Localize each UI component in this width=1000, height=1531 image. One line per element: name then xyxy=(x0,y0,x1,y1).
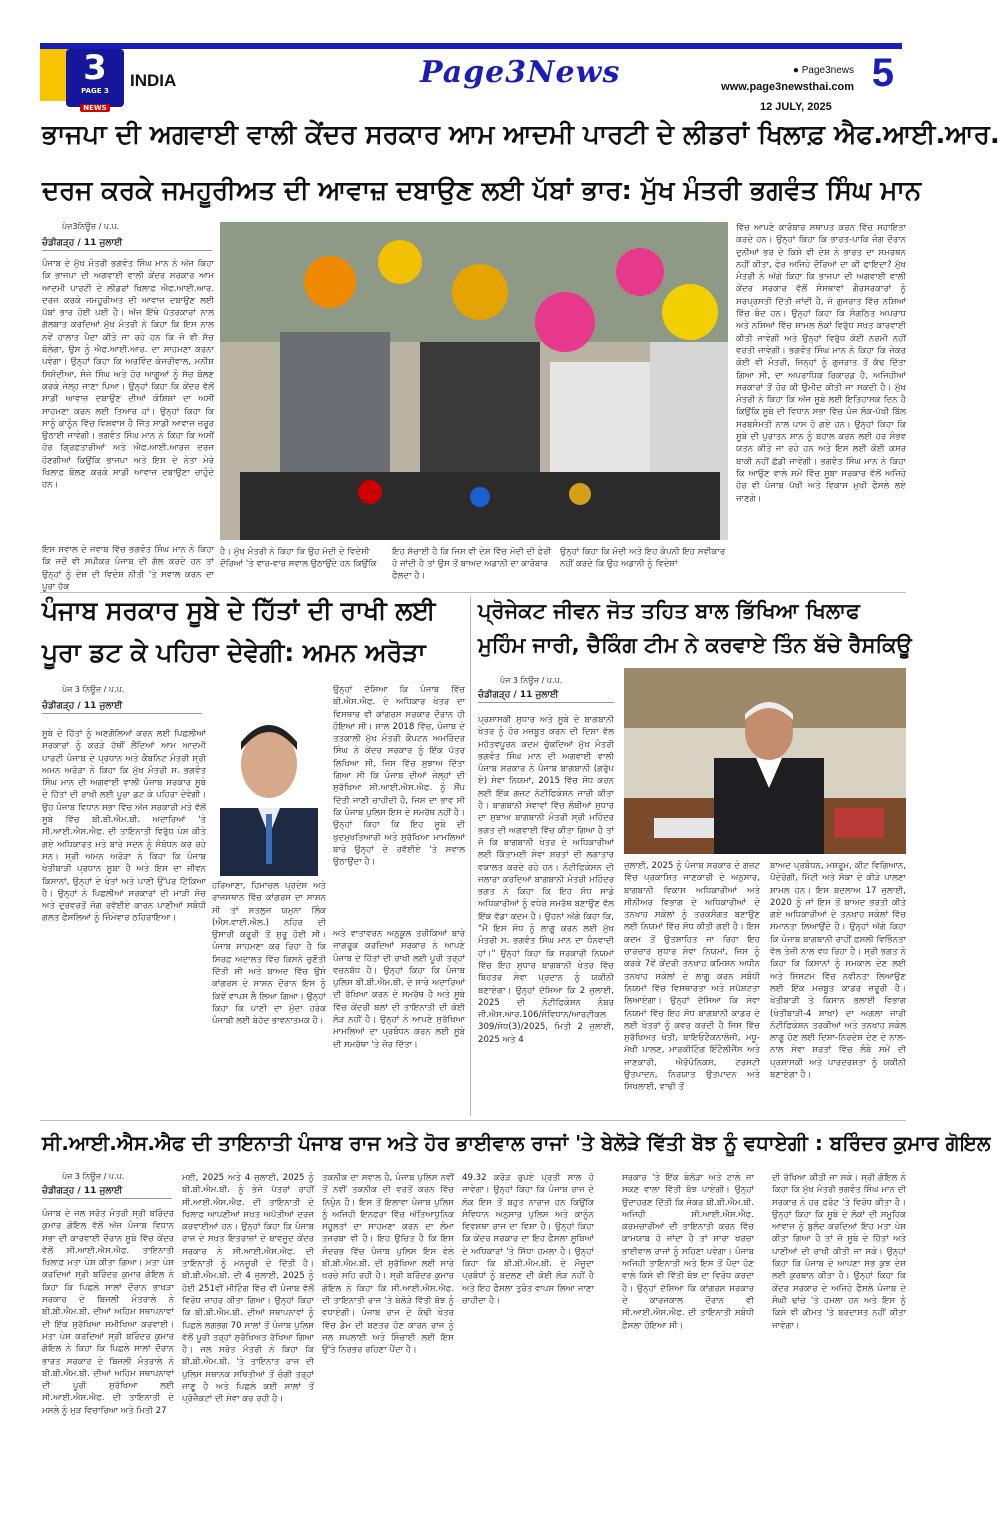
story3-col2: ਜੁਲਾਈ, 2025 ਨੂੰ ਪੰਜਾਬ ਸਰਕਾਰ ਦੇ ਗਜ਼ਟ ਵਿੱਚ ਪ੍ਰਕਾਸ਼ਿਤ ਜਾਣਕਾਰੀ ਦੇ ਅਨੁਸਾਰ, ਬਾਗਬਾਨੀ ਵਿਕਾਸ ਅਧਿਕਾਰੀਆਂ ਅਤੇ ਸੀਨੀਅਰ ਵਿਭਾਗ ਦੇ ਅਧਿਕਾਰੀਆਂ ਦੇ ਤਨਖਾਹ ਸਕੇਲਾਂ ਨੂੰ ਤਰਕਸੰਗਤ ਬਣਾਉਣ ਲਈ ਨਿਯਮਾਂ ਵਿੱਚ ਸੋਧ ਕੀਤੀ ਗਈ ਹੈ। ਇਸ ਕਦਮ ਤੋਂ ਉਤਸ਼ਾਹਿਤ ਜਾ ਰਿਹਾ ਇਹ ਚਾਰਚਾਰ ਸੁਧਾਰ ਸੇਵਾ ਨਿਯਮਾਂ, ਜਿਸ ਨੂੰ ਕਰਕੇ 7ਵੇਂ ਕੇਂਦਰੀ ਤਨਖਾਹ ਕਮਿਸ਼ਨ ਅਧੀਨ ਤਨਖਾਹ ਸਕੇਲਾਂ ਦੇ ਲਾਗੂ ਕਰਨ ਸਬੰਧੀ ਨਿਯਮਾਂ ਵਿੱਚ ਵਿਸਥਾਰਤਾ ਅਤੇ ਸਪੱਸ਼ਟਤਾ ਲਿਆਏਗਾ। ਉਨ੍ਹਾਂ ਦੱਸਿਆ ਕਿ ਸੇਵਾ ਨਿਯਮਾਂ ਵਿੱਚ ਇਹ ਸੋਧ ਬਾਗਬਾਨੀ ਕਾਡਰ ਦੇ ਲਈ ਖੇਤਰਾਂ ਨੂੰ ਕਵਰ ਕਰਦੀ ਹੈ ਜਿਸ ਵਿੱਚ ਸੁਰੱਖਿਅਤ ਖੇਤੀ, ਬਾਇਓਟੈਕਨਾਲੋਜੀ, ਮਧੂ-ਮੱਖੀ ਪਾਲਣ, ਮਾਰਕੀਟਿੰਗ ਇੰਟੈਲੀਜੈਂਸ ਅਤੇ ਜਾਣਕਾਰੀ, ਐਰੋਪੋਨਿਕਸ, ਟਰਸਟੀ ਉਤਪਾਦਨ, ਨਿਰਯਾਤ ਉਤਪਾਦਨ ਅਤੇ ਸਿਖਲਾਈ, ਵਾਢੀ ਤੋਂ xyxy=(624,861,760,1093)
divider-vertical xyxy=(470,596,471,1116)
edition-label: INDIA xyxy=(130,71,177,90)
story1-dateline: ਚੰਡੀਗੜ੍ਹ / 11 ਜੁਲਾਈ xyxy=(42,238,212,251)
social-handle[interactable] xyxy=(793,65,854,76)
story3-col1: ਪ੍ਰਸ਼ਾਸਕੀ ਸੁਧਾਰ ਅਤੇ ਸੂਬੇ ਦੇ ਬਾਗਬਾਨੀ ਖੇਤਰ ਨੂੰ ਹੋਰ ਮਜ਼ਬੂਤ ਕਰਨ ਦੀ ਦਿਸ਼ਾ ਵੱਲ ਮਹੱਤਵਪੂਰਨ ਕਦਮ ਚੁੱਕਦਿਆਂ ਮੁੱਖ ਮੰਤਰੀ ਭਗਵੰਤ ਸਿੰਘ ਮਾਨ ਦੀ ਅਗਵਾਈ ਵਾਲੀ ਪੰਜਾਬ ਸਰਕਾਰ ਨੇ ਪੰਜਾਬ ਬਾਗਬਾਨੀ (ਗਰੁੱਪ ਏ) ਸੇਵਾ ਨਿਯਮਾਂ, 2015 ਵਿੱਚ ਸੋਧ ਕਰਨ ਲਈ ਇੱਕ ਗਜ਼ਟ ਨੋਟੀਫਿਕੇਸ਼ਨ ਜਾਰੀ ਕੀਤਾ ਹੈ। ਬਾਗਬਾਨੀ ਸੇਵਾਵਾਂ ਵਿੱਚ ਲੰਬੀਆਂ ਸੁਧਾਰ ਦਾ ਸੁਝਾਅ ਬਾਗਬਾਨੀ ਮੰਤਰੀ ਸ੍ਰੀ ਮਹਿੰਦਰ ਭਗਤ ਦੀ ਅਗਵਾਈ ਵਿੱਚ ਕੀਤਾ ਗਿਆ ਹੈ ਤਾਂ ਜੋ ਕਿ ਬਾਗਬਾਨੀ ਖੇਤਰ ਦੇ ਅਧਿਕਾਰੀਆਂ ਲਈ ਕਿੱਤਾਮਈ ਸੇਵਾ ਸ਼ਰਤਾਂ ਦੀ ਲਗਾਤਾਰ ਵਕਾਲਤ ਕਰਦੇ ਰਹੇ ਹਨ। ਨੋਟੀਫਿਕੇਸ਼ਨ ਦੀ ਜਲਾਰਾ ਕਰਦਿਆਂ ਬਾਗਬਾਨੀ ਮੰਤਰੀ ਮਹਿੰਦਰ ਭਗਤ ਨੇ ਕਿਹਾ ਕਿ ਇਹ ਸੋਧ ਸਾਡੇ ਅਧਿਕਾਰੀਆਂ ਨੂੰ ਵਧੇਰੇ ਸਮਰੱਥ ਬਣਾਉਣ ਵੱਲ ਇੱਕ ਵੱਡਾ ਕਦਮ ਹੈ। ਉਹਨਾਂ ਅੱਗੇ ਕਿਹਾ ਕਿ, "ਮੈਂ ਇਸ ਸੋਧ ਨੂੰ ਲਾਗੂ ਕਰਨ ਲਈ ਮੁੱਖ ਮੰਤਰੀ ਸ. ਭਗਵੰਤ ਸਿੰਘ ਮਾਨ ਦਾ ਧੰਨਵਾਦੀ ਹਾਂ।" ਉਨ੍ਹਾਂ ਕਿਹਾ ਕਿ ਸਰਕਾਰੀ ਨਿਯਮਾਂ ਵਿੱਚ ਇਹ ਸੁਧਾਰ ਬਾਗਬਾਨੀ ਖੇਤਰ ਵਿੱਚ ਬਿਹਤਰ ਸੇਵਾ ਪ੍ਰਦਾਨ ਨੂੰ ਯਕੀਨੀ ਬਣਾਏਗਾ। ਉਨ੍ਹਾਂ ਦੱਸਿਆ ਕਿ 2 ਜੁਲਾਈ, 2025 ਦੀ ਨੋਟੀਫਿਕੇਸ਼ਨ ਨੰਬਰ ਜੀ.ਐਸ.ਆਰ.106/ਸੰਵਿਧਾਨ/ਆਰਟੀਕਲ 309/ਸੋਧ(3)/2025, ਮਿਤੀ 2 ਜੁਲਾਈ, 2025 ਅਤੇ 4 xyxy=(478,715,614,1045)
brand-title[interactable]: Page3News xyxy=(420,55,621,90)
story1-headline-line1: ਭਾਜਪਾ ਦੀ ਅਗਵਾਈ ਵਾਲੀ ਕੇਂਦਰ ਸਰਕਾਰ ਆਮ ਆਦਮੀ ਪਾਰਟੀ ਦੇ ਲੀਡਰਾਂ ਖਿਲਾਫ਼ ਐਫ.ਆਈ.ਆਰ. xyxy=(42,120,1000,150)
story2-photo xyxy=(212,686,326,876)
website-link[interactable]: www.page3newsthai.com xyxy=(721,81,854,93)
divider xyxy=(40,1120,906,1121)
story4-dateline: ਚੰਡੀਗੜ੍ਹ / 11 ਜੁਲਾਈ xyxy=(42,1186,172,1199)
story4-col3: ਤਕਨੀਕ ਦਾ ਸਵਾਲ ਹੈ, ਪੰਜਾਬ ਪੁਲਿਸ ਨਵੀਂ ਤੋਂ ਨਵੀਂ ਤਕਨੀਕ ਦੀ ਵਰਤੋਂ ਕਰਨ ਵਿੱਚ ਨਿਪੁੰਨ ਹੈ। ਇਸ ਤੋਂ ਇਲਾਵਾ ਪੰਜਾਬ ਪੁਲਿਸ ਨੂੰ ਅਜਿਹੀ ਇਨਫਰਾ ਵਿੱਚ ਅੱਤਿਆਧੁਨਿਕ ਸਹੂਲਤਾਂ ਦਾ ਸਾਹਮਣਾ ਕਰਨ ਦਾ ਲੰਮਾ ਤਜਰਬਾ ਵੀ ਹੈ। ਇਹ ਉਚਿਤ ਹੈ ਕਿ ਇਸ ਸੰਦਰਭ ਵਿੱਚ ਪੰਜਾਬ ਪੁਲਿਸ ਇਸ ਵੇਲੇ ਬੀ.ਬੀ.ਐਮ.ਬੀ. ਦੀ ਸੁਰੱਖਿਆ ਲਈ ਸਾਰੇ ਖਰਚੇ ਸਹਿ ਰਹੀ ਹੈ। ਸ੍ਰੀ ਬਰਿੰਦਰ ਕੁਮਾਰ ਗੋਇਲ ਨੇ ਕਿਹਾ ਕਿ ਸੀ.ਆਈ.ਐਸ.ਐਫ. ਦੀ ਤਾਇਨਾਤੀ ਰਾਜ 'ਤੇ ਬੇਲੋੜੇ ਵਿੱਤੀ ਬੋਝ ਨੂੰ ਵਧਾਏਗੀ। ਪੰਜਾਬ ਰਾਜ ਦੇ ਕੰਢੀ ਖੇਤਰ ਵਿੱਚ ਡੈਮ ਦੀ ਬਣਤਰ ਹੋਣ ਕਾਰਨ ਰਾਜ ਨੂੰ ਜਲ ਸਪਲਾਈ ਅਤੇ ਸਿੰਚਾਈ ਲਈ ਇਸ ਉੱਤੇ ਨਿਰਭਰ ਰਹਿਣਾ ਪੈਂਦਾ ਹੈ। xyxy=(322,1173,454,1356)
story1-headline-line2: ਦਰਜ ਕਰਕੇ ਜਮਹੂਰੀਅਤ ਦੀ ਆਵਾਜ਼ ਦਬਾਉਣ ਲਈ ਪੱਬਾਂ ਭਾਰ: ਮੁੱਖ ਮੰਤਰੀ ਭਗਵੰਤ ਸਿੰਘ ਮਾਨ xyxy=(42,176,922,206)
story1-photo xyxy=(220,222,728,540)
story4-col1: ਪੰਜਾਬ ਦੇ ਜਲ ਸਰੋਤ ਮੰਤਰੀ ਸ੍ਰੀ ਬਰਿੰਦਰ ਕੁਮਾਰ ਗੋਇਲ ਵੱਲੋਂ ਅੱਜ ਪੰਜਾਬ ਵਿਧਾਨ ਸਭਾ ਦੀ ਕਾਰਵਾਈ ਦੌਰਾਨ ਸੂਬੇ ਵਿੱਚ ਕੇਂਦਰ ਵੱਲੋਂ ਸੀ.ਆਈ.ਐਸ.ਐਫ. ਤਾਇਨਾਤੀ ਖ਼ਿਲਾਫ਼ ਮਤਾ ਪੇਸ਼ ਕੀਤਾ ਗਿਆ। ਮਤਾ ਪੇਸ਼ ਕਰਦਿਆਂ ਸ੍ਰੀ ਬਰਿੰਦਰ ਕੁਮਾਰ ਗੋਇਲ ਨੇ ਕਿਹਾ ਕਿ ਪਿਛਲੇ ਸਾਲਾਂ ਦੌਰਾਨ ਭਾਖੜਾ ਸਰਕਾਰ ਦੇ ਬਿਜਲੀ ਮੰਤਰਾਲੇ ਨੇ ਬੀ.ਬੀ.ਐਮ.ਬੀ. ਦੀਆਂ ਅਹਿਮ ਸਥਾਪਨਾਵਾਂ ਦੀ ਇੱਕ ਸੁਰੱਖਿਆ ਸਮੀਖਿਆ ਕਰਵਾਈ। ਮਤਾ ਪੇਸ਼ ਕਰਦਿਆਂ ਸ੍ਰੀ ਬਰਿੰਦਰ ਕੁਮਾਰ ਗੋਇਲ ਨੇ ਕਿਹਾ ਕਿ ਪਿਛਲੇ ਸਾਲਾਂ ਦੌਰਾਨ ਭਾਰਤ ਸਰਕਾਰ ਦੇ ਬਿਜਲੀ ਮੰਤਰਾਲੇ ਨੇ ਬੀ.ਬੀ.ਐਮ.ਬੀ. ਦੀਆਂ ਅਹਿਮ ਸਥਾਪਨਾਵਾਂ ਦੀ ਪੂਰੀ ਸੁਰੱਖਿਆ ਲਈ ਸੀ.ਆਈ.ਐਸ.ਐਫ. ਦੀ ਤਾਇਨਾਤੀ ਦੇ ਮਸਲੇ ਨੂੰ ਮੁੜ ਵਿਚਾਰਿਆ ਅਤੇ ਮਿਤੀ 27 xyxy=(42,1209,174,1416)
story2-col1: ਸੂਬੇ ਦੇ ਹਿੱਤਾਂ ਨੂੰ ਅਣਗੌਲਿਆਂ ਕਰਨ ਲਈ ਪਿਛਲੀਆਂ ਸਰਕਾਰਾਂ ਨੂੰ ਕਰੜੇ ਹੱਥੀਂ ਲੈਂਦਿਆਂ ਆਮ ਆਦਮੀ ਪਾਰਟੀ ਪੰਜਾਬ ਦੇ ਪ੍ਰਧਾਨ ਅਤੇ ਕੈਬਨਿਟ ਮੰਤਰੀ ਸ੍ਰੀ ਅਮਨ ਅਰੋੜਾ ਨੇ ਕਿਹਾ ਕਿ ਮੁੱਖ ਮੰਤਰੀ ਸ. ਭਗਵੰਤ ਸਿੰਘ ਮਾਨ ਦੀ ਅਗਵਾਈ ਵਾਲੀ ਪੰਜਾਬ ਸਰਕਾਰ ਸੂਬੇ ਦੇ ਹਿੱਤਾਂ ਦੀ ਰਾਖੀ ਲਈ ਪੂਰਾ ਡਟ ਕੇ ਪਹਿਰਾ ਦੇਵੇਗੀ। ਉਹ ਪੰਜਾਬ ਵਿਧਾਨ ਸਭਾ ਵਿੱਚ ਅੱਜ ਸਰਕਾਰੀ ਮਤੇ ਵੱਲੋਂ ਸੂਬੇ ਵਿੱਚ ਬੀ.ਬੀ.ਐਮ.ਬੀ. ਅਦਾਰਿਆਂ 'ਤੇ ਸੀ.ਆਈ.ਐਸ.ਐਫ. ਦੀ ਤਾਇਨਾਤੀ ਵਿਰੁੱਧ ਪੇਸ਼ ਕੀਤੇ ਗਏ ਅਧਿਕਾਰਤ ਮਤੇ ਬਾਰੇ ਸਦਨ ਨੂੰ ਸੰਬੋਧਨ ਕਰ ਰਹੇ ਸਨ। ਸ੍ਰੀ ਅਮਨ ਅਰੋੜਾ ਨੇ ਕਿਹਾ ਕਿ ਪੰਜਾਬ ਖੇਤੀਬਾੜੀ ਪ੍ਰਧਾਨ ਸੂਬਾ ਹੈ ਅਤੇ ਇਸ ਦਾ ਜੀਵਨ ਕਿਸਾਨਾਂ, ਉਨ੍ਹਾਂ ਦੇ ਖੇਤਾਂ ਅਤੇ ਪਾਣੀ ਉੱਪਰ ਟਿੱਕਿਆ ਹੈ। ਉਨ੍ਹਾਂ ਨੇ ਪਿਛਲੀਆਂ ਸਰਕਾਰਾਂ ਦੀ ਮਾੜੀ ਸੋਚ ਅਤੇ ਦੁਰਵਰਤੋਂ ਜੋਗ ਰਵੱਈਏ ਕਾਰਨ ਪਾਣੀਆਂ ਸਬੰਧੀ ਗਲਤ ਫੈਸਲਿਆਂ ਨੂੰ ਜ਼ਿੰਮੇਵਾਰ ਠਹਿਰਾਇਆ। xyxy=(42,729,206,924)
story4-col6: ਦੀ ਰੱਖਿਆ ਕੀਤੀ ਜਾ ਸਕੇ। ਸ੍ਰੀ ਗੋਇਲ ਨੇ ਕਿਹਾ ਕਿ ਮੁੱਖ ਮੰਤਰੀ ਭਗਵੰਤ ਸਿੰਘ ਮਾਨ ਦੀ ਸਰਕਾਰ ਨੇ ਹਰ ਫ਼ਰੰਟ 'ਤੇ ਵਿਰੋਧ ਕੀਤਾ ਹੈ। ਉਨ੍ਹਾਂ ਕਿਹਾ ਕਿ ਸੂਬੇ ਦੇ ਲੋਕਾਂ ਦੀ ਸਮੂਹਿਕ ਆਵਾਜ਼ ਨੂੰ ਬੁਲੰਦ ਕਰਦਿਆਂ ਇਹ ਮਤਾ ਪੇਸ਼ ਕੀਤਾ ਗਿਆ ਹੈ ਤਾਂ ਜੋ ਸੂਬੇ ਦੇ ਹਿੱਤਾਂ ਅਤੇ ਪਾਣੀਆਂ ਦੀ ਰਾਖੀ ਕੀਤੀ ਜਾ ਸਕੇ। ਉਨ੍ਹਾਂ ਕਿਹਾ ਕਿ ਪੰਜਾਬ ਦੇ ਆਪਣਾ ਸਭ ਕੁਝ ਦੇਸ਼ ਲਈ ਕੁਰਬਾਨ ਕੀਤਾ ਹੈ। ਉਨ੍ਹਾਂ ਕਿਹਾ ਕਿ ਕੇਂਦਰ ਸਰਕਾਰ ਦੇ ਅਜਿਹੇ ਫੈਸਲੇ ਪੰਜਾਬ ਦੇ ਸੰਘੀ ਢਾਂਚੇ 'ਤੇ ਹਮਲਾ ਹਨ ਅਤੇ ਇਸ ਨੂੰ ਕਿਸੇ ਵੀ ਕੀਮਤ 'ਤੇ ਬਰਦਾਸ਼ਤ ਨਹੀਂ ਕੀਤਾ ਜਾਵੇਗਾ। xyxy=(772,1173,906,1331)
story4-col4: 49.32 ਕਰੋੜ ਰੁਪਏ ਪ੍ਰਤੀ ਸਾਲ ਹੋ ਜਾਵੇਗਾ। ਉਨ੍ਹਾਂ ਕਿਹਾ ਕਿ ਪੰਜਾਬ ਰਾਜ ਦੇ ਲੋਕ ਇਸ ਤੋਂ ਬਹੁਤ ਨਾਰਾਜ਼ ਹਨ ਕਿਉਂਕਿ ਸੰਵਿਧਾਨ ਅਨੁਸਾਰ ਪੁਲਿਸ ਅਤੇ ਕਾਨੂੰਨ ਵਿਵਸਥਾ ਰਾਜ ਦਾ ਵਿਸ਼ਾ ਹੈ। ਉਨ੍ਹਾਂ ਕਿਹਾ ਕਿ ਕੇਂਦਰ ਸਰਕਾਰ ਦਾ ਇਹ ਫੈਸਲਾ ਸੂਬਿਆਂ ਦੇ ਅਧਿਕਾਰਾਂ 'ਤੇ ਸਿੱਧਾ ਹਮਲਾ ਹੈ। ਉਨ੍ਹਾਂ ਕਿਹਾ ਕਿ ਬੀ.ਬੀ.ਐਮ.ਬੀ. ਦੇ ਮੌਜੂਦਾ ਪ੍ਰਬੰਧਾਂ ਨੂੰ ਬਦਲਣ ਦੀ ਕੋਈ ਲੋੜ ਨਹੀਂ ਹੈ ਅਤੇ ਇਹ ਫੈਸਲਾ ਤੁਰੰਤ ਵਾਪਸ ਲਿਆ ਜਾਣਾ ਚਾਹੀਦਾ ਹੈ। xyxy=(462,1173,594,1306)
social-icon: ● xyxy=(792,65,802,76)
story2-headline-line1: ਪੰਜਾਬ ਸਰਕਾਰ ਸੂਬੇ ਦੇ ਹਿੱਤਾਂ ਦੀ ਰਾਖੀ ਲਈ xyxy=(42,596,436,625)
story4-byline: ਪੇਜ 3 ਨਿਊਜ਼ / ਪ.ਪ. xyxy=(62,1172,125,1181)
story4-col5: ਸਰਕਾਰ 'ਤੇ ਇੱਕ ਬੇਲੋੜਾ ਅਤੇ ਟਾਲੇ ਜਾ ਸਕਣ ਵਾਲਾ ਵਿੱਤੀ ਬੋਝ ਪਾਏਗੀ। ਉਨ੍ਹਾਂ ਉਦਾਹਰਣ ਦਿੱਤੀ ਕਿ ਜੇਕਰ ਬੀ.ਬੀ.ਐਮ.ਬੀ. ਅਜਿਹੀ ਸੀ.ਆਈ.ਐਸ.ਐਫ. ਕਰਮਚਾਰੀਆਂ ਦੀ ਤਾਇਨਾਤੀ ਕਰਨ ਵਿੱਚ ਕਾਮਯਾਬ ਹੋ ਜਾਂਦਾ ਹੈ ਤਾਂ ਸਾਰਾ ਖਰਚਾ ਭਾਈਵਾਲ ਰਾਜਾਂ ਨੂੰ ਸਹਿਣਾ ਪਵੇਗਾ। ਪੰਜਾਬ ਅਜਿਹੀ ਤਾਇਨਾਤੀ ਅਤੇ ਇਸ ਤੋਂ ਪੈਦਾ ਹੋਣ ਵਾਲੇ ਕਿਸੇ ਵੀ ਵਿੱਤੀ ਬੋਝ ਦਾ ਵਿਰੋਧ ਕਰਦਾ ਹੈ। ਉਨ੍ਹਾਂ ਦੱਸਿਆ ਕਿ ਕਾਂਗਰਸ ਸਰਕਾਰ ਦੇ ਕਾਰਜਕਾਲ ਦੌਰਾਨ ਵੀ ਸੀ.ਆਈ.ਐਸ.ਐਫ. ਦੀ ਤਾਇਨਾਤੀ ਸਬੰਧੀ ਫ਼ੈਸਲਾ ਹੋਇਆ ਸੀ। xyxy=(622,1173,754,1331)
story1-col1: ਪੰਜਾਬ ਦੇ ਮੁੱਖ ਮੰਤਰੀ ਭਗਵੰਤ ਸਿੰਘ ਮਾਨ ਨੇ ਅੱਜ ਕਿਹਾ ਕਿ ਭਾਜਪਾ ਦੀ ਅਗਵਾਈ ਵਾਲੀ ਕੇਂਦਰ ਸਰਕਾਰ ਆਮ ਆਦਮੀ ਪਾਰਟੀ ਦੇ ਲੀਡਰਾਂ ਖਿਲਾਫ਼ ਐਫ.ਆਈ.ਆਰ. ਦਰਜ ਕਰਕੇ ਜਮਹੂਰੀਅਤ ਦੀ ਆਵਾਜ਼ ਦਬਾਉਣ ਲਈ ਪੱਬਾਂ ਭਾਰ ਹੋਈ ਪਈ ਹੈ। ਅੱਜ ਇੱਥੇ ਪੱਤਰਕਾਰਾਂ ਨਾਲ ਗੱਲਬਾਤ ਕਰਦਿਆਂ ਮੁੱਖ ਮੰਤਰੀ ਨੇ ਕਿਹਾ ਕਿ ਇਸ ਨਾਲ ਨਵੇਂ ਹਾਲਾਤ ਪੈਦਾ ਕੀਤੇ ਜਾ ਰਹੇ ਹਨ ਕਿ ਜੋ ਵੀ ਸੱਚ ਬੋਲੇਗਾ, ਉਸ ਨੂੰ ਐਫ.ਆਈ.ਆਰ. ਦਾ ਸਾਹਮਣਾ ਕਰਨਾ ਪਵੇਗਾ। ਉਨ੍ਹਾਂ ਕਿਹਾ ਕਿ ਅਰਵਿੰਦ ਕੇਜਰੀਵਾਲ, ਮਨੀਸ਼ ਸਿਸੋਦੀਆ, ਸੰਜੇ ਸਿੰਘ ਅਤੇ ਹੋਰ ਆਗੂਆਂ ਨੂੰ ਸੱਚ ਬੋਲਣ ਕਰਕੇ ਜੇਲ੍ਹ ਜਾਣਾ ਪਿਆ। ਉਨ੍ਹਾਂ ਕਿਹਾ ਕਿ ਕੇਂਦਰ ਵੱਲੋਂ ਸਾਡੀ ਆਵਾਜ਼ ਦਬਾਉਣ ਦੀਆਂ ਕੋਸ਼ਿਸ਼ਾਂ ਦਾ ਅਸੀਂ ਸਾਹਮਣਾ ਕਰਨ ਲਈ ਤਿਆਰ ਹਾਂ। ਉਨ੍ਹਾਂ ਕਿਹਾ ਕਿ ਸਾਨੂੰ ਕਾਨੂੰਨ ਵਿੱਚ ਵਿਸ਼ਵਾਸ ਹੈ ਜਿੱਤ ਸਾਡੀ ਆਵਾਜ਼ ਜ਼ਰੂਰ ਉਠਾਈ ਜਾਵੇਗੀ। ਭਗਵੰਤ ਸਿੰਘ ਮਾਨ ਨੇ ਕਿਹਾ ਕਿ ਅਸੀਂ ਹੋਰ ਗ੍ਰਿਫ਼ਤਾਰੀਆਂ ਅਤੇ ਐਫ.ਆਈ.ਆਰਜ਼ ਦਰਜ ਹੋਣਗੀਆਂ ਕਿਉਂਕਿ ਭਾਜਪਾ ਅਤੇ ਇਸ ਦੇ ਨੇਤਾ ਮੇਰੇ ਖਿਲਾਫ਼ ਬੋਲਣ ਕਰਕੇ ਸਾਡੀ ਆਵਾਜ਼ ਦਬਾਉਣਾ ਚਾਹੁੰਦੇ ਹਨ। xyxy=(42,259,214,491)
story1-caption1: ਹੈ। ਮੁੱਖ ਮੰਤਰੀ ਨੇ ਕਿਹਾ ਕਿ ਉਹ ਮੋਦੀ ਦੇ ਵਿਦੇਸ਼ੀ ਦੌਰਿਆਂ 'ਤੇ ਵਾਰ-ਵਾਰ ਸਵਾਲ ਉਠਾਉਂਦੇ ਹਨ ਕਿਉਂਕਿ xyxy=(220,547,377,569)
story3-col3: ਬਾਅਦ ਪ੍ਰਬੰਧਨ, ਮਸ਼ਰੂਮ, ਕੀਟ ਵਿਗਿਆਨ, ਪੌਦੇਰੋਗੀ, ਮਿੱਟੀ ਅਤੇ ਸੋਕਾ ਦੇ ਕੀੜੇ ਪਾਲਣਾ ਸ਼ਾਮਲ ਹਨ। ਇਸ ਬਦਲਾਅ 17 ਜੁਲਾਈ, 2020 ਨੂੰ ਜਾਂ ਇਸ ਤੋਂ ਬਾਅਦ ਭਰਤੀ ਕੀਤੇ ਗਏ ਅਧਿਕਾਰੀਆਂ ਦੇ ਤਨਖਾਹ ਸਕੇਲਾਂ ਵਿੱਚ ਸਮਾਨਤਾ ਲਿਆਉਂਦੇ ਹੈ। ਉਨ੍ਹਾਂ ਅੱਗੇ ਕਿਹਾ ਕਿ ਪੰਜਾਬ ਬਾਗਬਾਨੀ ਰਾਹੀਂ ਫ਼ਸਲੀ ਵਿਭਿੰਨਤਾ ਵੱਲ ਤੇਜ਼ੀ ਨਾਲ ਵਧ ਰਿਹਾ ਹੈ। ਸ੍ਰੀ ਭਗਤ ਨੇ ਕਿਹਾ ਕਿ ਕਿਸਾਨਾਂ ਨੂੰ ਸਮਕਾਲ ਦੇਣ ਲਈ ਅਤੇ ਸਿਸਟਮ ਵਿੱਚ ਨਵੀਨਤਾ ਲਿਆਉਣ ਲਈ ਇੱਕ ਮਜ਼ਬੂਤ ਕਾਡਰ ਜ਼ਰੂਰੀ ਹੈ। ਖੇਤੀਬਾੜੀ ਤੇ ਕਿਸਾਨ ਭਲਾਈ ਵਿਭਾਗ (ਖੇਤੀਬਾੜੀ-4 ਸ਼ਾਖਾ) ਦਾ ਅਗਲਾ ਜਾਰੀ ਨੋਟੀਫਿਕੇਸ਼ਨ ਤਰਕੀਆਂ ਅਤੇ ਤਨਖਾਹ ਸਕੇਲ ਲਾਗੂ ਹੋਣ ਲਈ ਦਿਸ਼ਾ-ਨਿਰਦੇਸ਼ ਦੇਣ ਦੇ ਨਾਲ-ਨਾਲ ਸੇਵਾ ਸ਼ਰਤਾਂ ਵਿੱਚ ਲੰਬੇ ਸਮੇਂ ਦੀ ਪ੍ਰਸ਼ਾਸਕੀ ਅਤੇ ਪਾਰਦਰਸ਼ਤਾ ਨੂੰ ਯਕੀਨੀ ਬਣਾਏਗਾ ਹੈ। xyxy=(770,861,906,1081)
story1-caption2: ਇਹ ਸੱਚਾਈ ਹੈ ਕਿ ਜਿਸ ਵੀ ਦੇਸ਼ ਵਿੱਚ ਮੋਦੀ ਦੀ ਫੇਰੀ ਹੋ ਜਾਂਦੀ ਹੈ ਤਾਂ ਉਸ ਤੋਂ ਬਾਅਦ ਅਡਾਨੀ ਦਾ ਕਾਰੋਬਾਰ ਫੈਲਦਾ ਹੈ। xyxy=(392,547,552,581)
story4-col2: ਮਈ, 2025 ਅਤੇ 4 ਜੁਲਾਈ, 2025 ਨੂੰ ਬੀ.ਬੀ.ਐਮ.ਬੀ. ਨੂੰ ਭੇਜੇ ਪੱਤਰਾਂ ਰਾਹੀਂ ਸੀ.ਆਈ.ਐਸ.ਐਫ. ਦੀ ਤਾਇਨਾਤੀ ਦੇ ਖਿਲਾਫ਼ ਆਪਣੀਆਂ ਸਖ਼ਤ ਅਪੱਤੀਆਂ ਦਰਜ ਕਰਵਾਈਆਂ ਹਨ। ਉਨ੍ਹਾਂ ਕਿਹਾ ਕਿ ਪੰਜਾਬ ਰਾਜ ਦੇ ਸਖ਼ਤ ਇਤਰਾਜ਼ਾਂ ਦੇ ਬਾਵਜੂਦ ਕੇਂਦਰ ਸਰਕਾਰ ਨੇ ਸੀ.ਆਈ.ਐਸ.ਐਫ. ਦੀ ਤਾਇਨਾਤੀ ਨੂੰ ਮਨਜ਼ੂਰੀ ਦੇ ਦਿੱਤੀ ਹੈ। ਬੀ.ਬੀ.ਐਮ.ਬੀ. ਦੀ 4 ਜੁਲਾਈ, 2025 ਨੂੰ ਹੋਈ 251ਵੀਂ ਮੀਟਿੰਗ ਵਿੱਚ ਵੀ ਪੰਜਾਬ ਵੱਲੋਂ ਵਿਰੋਧ ਜ਼ਾਹਰ ਕੀਤਾ ਗਿਆ। ਉਨ੍ਹਾਂ ਕਿਹਾ ਕਿ ਬੀ.ਬੀ.ਐਮ.ਬੀ. ਦੀਆਂ ਸਥਾਪਨਾਵਾਂ ਨੂੰ ਪਿਛਲੇ ਲਗਭਗ 70 ਸਾਲਾਂ ਤੋਂ ਪੰਜਾਬ ਪੁਲਿਸ ਵੱਲੋਂ ਪੂਰੀ ਤਰ੍ਹਾਂ ਸੁਰੱਖਿਅਤ ਰੱਖਿਆ ਗਿਆ ਹੈ। ਜਲ ਸਰੋਤ ਮੰਤਰੀ ਨੇ ਕਿਹਾ ਕਿ ਬੀ.ਬੀ.ਐਮ.ਬੀ. 'ਤੇ ਤਾਇਨਾਤ ਰਾਜ ਦੀ ਪੁਲਿਸ ਸਥਾਨਕ ਸਥਿਤੀਆਂ ਤੋਂ ਚੰਗੀ ਤਰ੍ਹਾਂ ਜਾਣੂ ਹੈ ਅਤੇ ਪਿਛਲੇ ਕਈ ਸਾਲਾਂ ਤੋਂ ਪ੍ਰੋਜੈਕਟਾਂ ਦੀ ਸੇਵਾ ਕਰ ਰਹੀ ਹੈ। xyxy=(182,1173,314,1405)
story3-photo xyxy=(624,668,906,854)
story1-byline: ਪੇਜ਼3ਨਿਊਜ਼ / ਪ.ਪ. xyxy=(62,222,120,231)
story3-dateline: ਚੰਡੀਗੜ੍ਹ / 11 ਜੁਲਾਈ xyxy=(478,690,614,703)
story3-byline: ਪੇਜ 3 ਨਿਊਜ਼ / ਪ.ਪ. xyxy=(500,676,563,685)
story2-dateline: ਚੰਡੀਗੜ੍ਹ / 11 ਜੁਲਾਈ xyxy=(42,701,202,714)
logo-sub: PAGE 3 xyxy=(81,87,109,95)
story2-byline: ਪੇਜ 3 ਨਿਊਜ਼ / ਪ.ਪ. xyxy=(62,685,125,694)
issue-date: 12 JULY, 2025 xyxy=(760,101,832,113)
story3-headline-line1: ਪ੍ਰੋਜੇਕਟ ਜੀਵਨ ਜੋਤ ਤਹਿਤ ਬਾਲ ਭਿੱਖਿਆ ਖਿਲਾਫ xyxy=(478,599,860,623)
story3-headline-line2: ਮੁਹਿੰਮ ਜਾਰੀ, ਚੈਕਿੰਗ ਟੀਮ ਨੇ ਕਰਵਾਏ ਤਿੰਨ ਬੱਚੇ ਰੈਸਕਿਊ xyxy=(478,633,912,657)
story1-col-right: ਵਿੱਚ ਆਪਣੇ ਕਾਰੋਬਾਰ ਸਥਾਪਤ ਕਰਨ ਵਿੱਚ ਸਹਾਇਤਾ ਕਰਦੇ ਹਨ। ਉਨ੍ਹਾਂ ਕਿਹਾ ਕਿ ਭਾਰਤ-ਪਾਕਿ ਜੰਗ ਦੌਰਾਨ ਦੁਨੀਆਂ ਭਰ ਦੇ ਕਿਸੇ ਵੀ ਦੇਸ਼ ਨੇ ਭਾਰਤ ਦਾ ਸਮਰਥਨ ਨਹੀਂ ਕੀਤਾ, ਫੇਰ ਅਜਿਹੇ ਦੌਰਿਆਂ ਦਾ ਕੀ ਫਾਇਦਾ? ਮੁੱਖ ਮੰਤਰੀ ਨੇ ਅੱਗੇ ਕਿਹਾ ਕਿ ਭਾਜਪਾ ਦੀ ਅਗਵਾਈ ਵਾਲੀ ਕੇਂਦਰ ਸਰਕਾਰ ਵੱਲੋਂ ਸੰਸਥਾਵਾਂ ਗੈਰਸਰਕਾਰਾਂ ਨੂੰ ਸਰਪ੍ਰਸਤੀ ਦਿੱਤੀ ਜਾਂਦੀ ਹੈ, ਜੋ ਗੁਜਰਾਤ ਵਿੱਚ ਨਸ਼ਿਆਂ ਵਿੱਚ ਬੰਦ ਹਨ। ਉਨ੍ਹਾਂ ਕਿਹਾ ਕਿ ਸੰਗਠਿਤ ਅਪਰਾਧ ਅਤੇ ਨਸ਼ਿਆਂ ਵਿੱਚ ਸ਼ਾਮਲ ਲੋਕਾਂ ਵਿਰੁੱਧ ਸਖ਼ਤ ਕਾਰਵਾਈ ਕੀਤੀ ਜਾਵੇਗੀ ਅਤੇ ਉਨ੍ਹਾਂ ਵਿਰੁੱਧ ਕੋਈ ਨਰਮੀ ਨਹੀਂ ਵਰਤੀ ਜਾਵੇਗੀ। ਭਗਵੰਤ ਸਿੰਘ ਮਾਨ ਨੇ ਕਿਹਾ ਕਿ ਜੇਕਰ ਕੋਈ ਵੀ ਮੰਤਰੀ, ਜਿਨ੍ਹਾਂ ਨੂੰ ਗੁਜਰਾਤ ਤੋਂ ਕੱਢ ਦਿੱਤਾ ਗਿਆ ਸੀ, ਦਾ ਅਪਰਾਧਿਕ ਰਿਕਾਰਡ ਹੈ, ਅਜਿਹੀਆਂ ਸਰਕਾਰਾਂ ਤੋਂ ਹੋਰ ਕੀ ਉਮੀਦ ਕੀਤੀ ਜਾ ਸਕਦੀ ਹੈ। ਮੁੱਖ ਮੰਤਰੀ ਨੇ ਕਿਹਾ ਕਿ ਅੱਜ ਸੂਬੇ ਲਈ ਇਤਿਹਾਸਕ ਦਿਨ ਹੈ ਕਿਉਂਕਿ ਸੂਬੇ ਦੀ ਵਿਧਾਨ ਸਭਾ ਵਿੱਚ ਪੰਜ ਲੋਕ-ਪੱਖੀ ਬਿੱਲ ਸਰਬਸੰਮਤੀ ਨਾਲ ਪਾਸ ਹੋ ਗਏ ਹਨ। ਉਨ੍ਹਾਂ ਕਿਹਾ ਕਿ ਸੂਬੇ ਦੀ ਪੁਰਾਤਨ ਸ਼ਾਨ ਨੂੰ ਬਹਾਲ ਕਰਨ ਲਈ ਹਰ ਸੰਭਵ ਯਤਨ ਕੀਤੇ ਜਾ ਰਹੇ ਹਨ ਅਤੇ ਇਸ ਲਈ ਕੋਈ ਕਸਰ ਬਾਕੀ ਨਹੀਂ ਛੱਡੀ ਜਾਵੇਗੀ। ਭਗਵੰਤ ਸਿੰਘ ਮਾਨ ਨੇ ਕਿਹਾ ਕਿ ਆਉਣ ਵਾਲੇ ਸਮੇਂ ਵਿੱਚ ਸੂਬਾ ਸਰਕਾਰ ਵੱਲੋਂ ਅਜਿਹੇ ਹੋਰ ਵੀ ਪੰਜਾਬ ਪੱਖੀ ਅਤੇ ਵਿਕਾਸ ਮੁਖੀ ਫੈਸਲੇ ਲਏ ਜਾਣਗੇ। xyxy=(736,223,906,504)
social-handle-text: Page3news xyxy=(801,65,854,76)
logo-number: 3 xyxy=(83,48,107,88)
story2-col4: ਅਤੇ ਵਾਤਾਵਰਨ ਅਨੁਕੂਲ ਤਰੀਕਿਆਂ ਬਾਰੇ ਜਾਗਰੂਕ ਕਰਦਿਆਂ ਸਰਕਾਰ ਨੇ ਆਪਣੇ ਪੰਜਾਬ ਦੇ ਹਿੱਤਾਂ ਦੀ ਰਾਖੀ ਲਈ ਪੂਰੀ ਤਰ੍ਹਾਂ ਵਚਨਬੱਧ ਹੈ। ਉਨ੍ਹਾਂ ਕਿਹਾ ਕਿ ਪੰਜਾਬ ਪੁਲਿਸ ਬੀ.ਬੀ.ਐਮ.ਬੀ. ਦੇ ਸਾਰੇ ਅਦਾਰਿਆਂ ਦੀ ਰੱਖਿਆ ਕਰਨ ਦੇ ਸਮਰੱਥ ਹੈ ਅਤੇ ਸੂਬੇ ਵਿੱਚ ਕੇਂਦਰੀ ਬਲਾਂ ਦੀ ਤਾਇਨਾਤੀ ਦੀ ਕੋਈ ਲੋੜ ਨਹੀਂ ਹੈ। ਉਨ੍ਹਾਂ ਨੇ ਆਪਣੇ ਸੁਰੱਖਿਆ ਮਾਮਲਿਆਂ ਦਾ ਪ੍ਰਬੰਧਨ ਕਰਨ ਲਈ ਸੂਬੇ ਦੀ ਸਮਰੱਥਾ 'ਤੇ ਜ਼ੋਰ ਦਿੱਤਾ। xyxy=(333,929,465,1050)
story2-col2: ਹਰਿਆਣਾ, ਹਿਮਾਚਲ ਪ੍ਰਦੇਸ਼ ਅਤੇ ਰਾਜਸਥਾਨ ਵਿੱਚ ਕਾਂਗਰਸ ਦਾ ਸਾਸ਼ਨ ਸੀ ਤਾਂ ਸਤਲੁਜ ਯਮੁਨਾ ਲਿੰਕ (ਐਸ.ਵਾਈ.ਐਲ.) ਨਹਿਰ ਦੀ ਉਸਾਰੀ ਕਰੂਰੀ ਤੋਂ ਸ਼ੁਰੂ ਹੋਈ ਸੀ। ਪੰਜਾਬ ਸਾਹਮਣਾ ਕਰ ਰਿਹਾ ਹੈ ਕਿ ਸਿਰਫ਼ ਅਦਾਲਤ ਵਿੱਚ ਕਿਸਨੇ ਚੁਣੌਤੀ ਦਿੱਤੀ ਸੀ ਅਤੇ ਬਾਅਦ ਵਿੱਚ ਉਸੇ ਕਾਂਗਰਸ ਦੇ ਸਾਸ਼ਨ ਦੌਰਾਨ ਇਸ ਨੂੰ ਕਿਵੇਂ ਵਾਪਸ ਲੈ ਲਿਆ ਗਿਆ। ਉਨ੍ਹਾਂ ਕਿਹਾ ਕਿ ਪਾਣੀ ਦਾ ਮੁੱਦਾ ਹਰੇਕ ਪੰਜਾਬੀ ਲਈ ਬੇਹੱਦ ਭਾਵਨਾਤਮਕ ਹੈ। xyxy=(212,881,326,1027)
story1-caption3: ਉਨ੍ਹਾਂ ਕਿਹਾ ਕਿ ਮੋਦੀ ਅਤੇ ਇਹ ਕੰਪਨੀ ਇਹ ਸਵੀਕਾਰ ਨਹੀਂ ਕਰਦੇ ਕਿ ਉਹ ਅਡਾਨੀ ਨੂੰ ਵਿਦੇਸ਼ਾਂ xyxy=(560,547,726,569)
page3-logo[interactable] xyxy=(66,48,124,112)
page-number: 5 xyxy=(871,51,894,95)
story2-col3: ਉਨ੍ਹਾਂ ਦੱਸਿਆ ਕਿ ਪੰਜਾਬ ਵਿੱਚ ਬੀ.ਐਸ.ਐਫ. ਦੇ ਅਧਿਕਾਰ ਖੇਤਰ ਦਾ ਵਿਸਥਾਰ ਵੀ ਕਾਂਗਰਸ ਸਰਕਾਰ ਦੌਰਾਨ ਹੀ ਹੋਇਆ ਸੀ। ਸਾਲ 2018 ਵਿੱਚ, ਪੰਜਾਬ ਦੇ ਤਤਕਾਲੀ ਮੁੱਖ ਮੰਤਰੀ ਕੈਪਟਨ ਅਮਰਿੰਦਰ ਸਿੰਘ ਨੇ ਕੇਂਦਰ ਸਰਕਾਰ ਨੂੰ ਇੱਕ ਪੱਤਰ ਲਿਖਿਆ ਸੀ, ਜਿਸ ਵਿੱਚ ਸੁਝਾਅ ਦਿੱਤਾ ਗਿਆ ਸੀ ਕਿ ਪੰਜਾਬ ਦੀਆਂ ਜੇਲ੍ਹਾਂ ਦੀ ਸੁਰੱਖਿਆ ਸੀ.ਆਈ.ਐਸ.ਐਫ. ਨੂੰ ਸੌਂਪ ਦਿੱਤੀ ਜਾਣੀ ਚਾਹੀਦੀ ਹੈ, ਜਿਸ ਦਾ ਭਾਵ ਸੀ ਕਿ ਪੰਜਾਬ ਪੁਲਿਸ ਇਸ ਦੇ ਸਮਰੱਥ ਨਹੀਂ ਹੈ। ਉਨ੍ਹਾਂ ਕਿਹਾ ਕਿ ਇਹ ਸੂਬੇ ਦੀ ਖੁਦਮੁਖਤਿਆਰੀ ਅਤੇ ਸੁਰੱਖਿਆ ਮਾਮਲਿਆਂ ਬਾਰੇ ਉਨ੍ਹਾਂ ਦੇ ਰਵੱਈਏ 'ਤੇ ਸਵਾਲ ਉਠਾਉਂਦਾ ਹੈ। xyxy=(333,685,465,868)
story4-headline: ਸੀ.ਆਈ.ਐਸ.ਐਫ ਦੀ ਤਾਇਨਾਤੀ ਪੰਜਾਬ ਰਾਜ ਅਤੇ ਹੋਰ ਭਾਈਵਾਲ ਰਾਜਾਂ 'ਤੇ ਬੇਲੋੜੇ ਵਿੱਤੀ ਬੋਝ ਨੂੰ ਵਧਾਏਗੀ : ਬਰਿੰਦਰ ਕੁਮਾਰ ਗੋਇਲ xyxy=(42,1131,991,1155)
divider xyxy=(40,592,906,593)
story1-col1-tail: ਇਸ ਸਵਾਲ ਦੇ ਜਵਾਬ ਵਿੱਚ ਭਗਵੰਤ ਸਿੰਘ ਮਾਨ ਨੇ ਕਿਹਾ ਕਿ ਜਦੋਂ ਵੀ ਸਪੀਕਰ ਪੰਜਾਬ ਦੀ ਗੱਲ ਕਰਦੇ ਹਨ ਤਾਂ ਉਨ੍ਹਾਂ ਨੂੰ ਦੇਸ਼ ਦੀ ਵਿਦੇਸ਼ ਨੀਤੀ 'ਤੇ ਸਵਾਲ ਕਰਨ ਦਾ ਪੂਰਾ ਹੱਕ xyxy=(42,545,214,592)
logo-news-badge: NEWS xyxy=(80,104,109,112)
story2-headline-line2: ਪੂਰਾ ਡਟ ਕੇ ਪਹਿਰਾ ਦੇਵੇਗੀ: ਅਮਨ ਅਰੋੜਾ xyxy=(42,638,426,667)
